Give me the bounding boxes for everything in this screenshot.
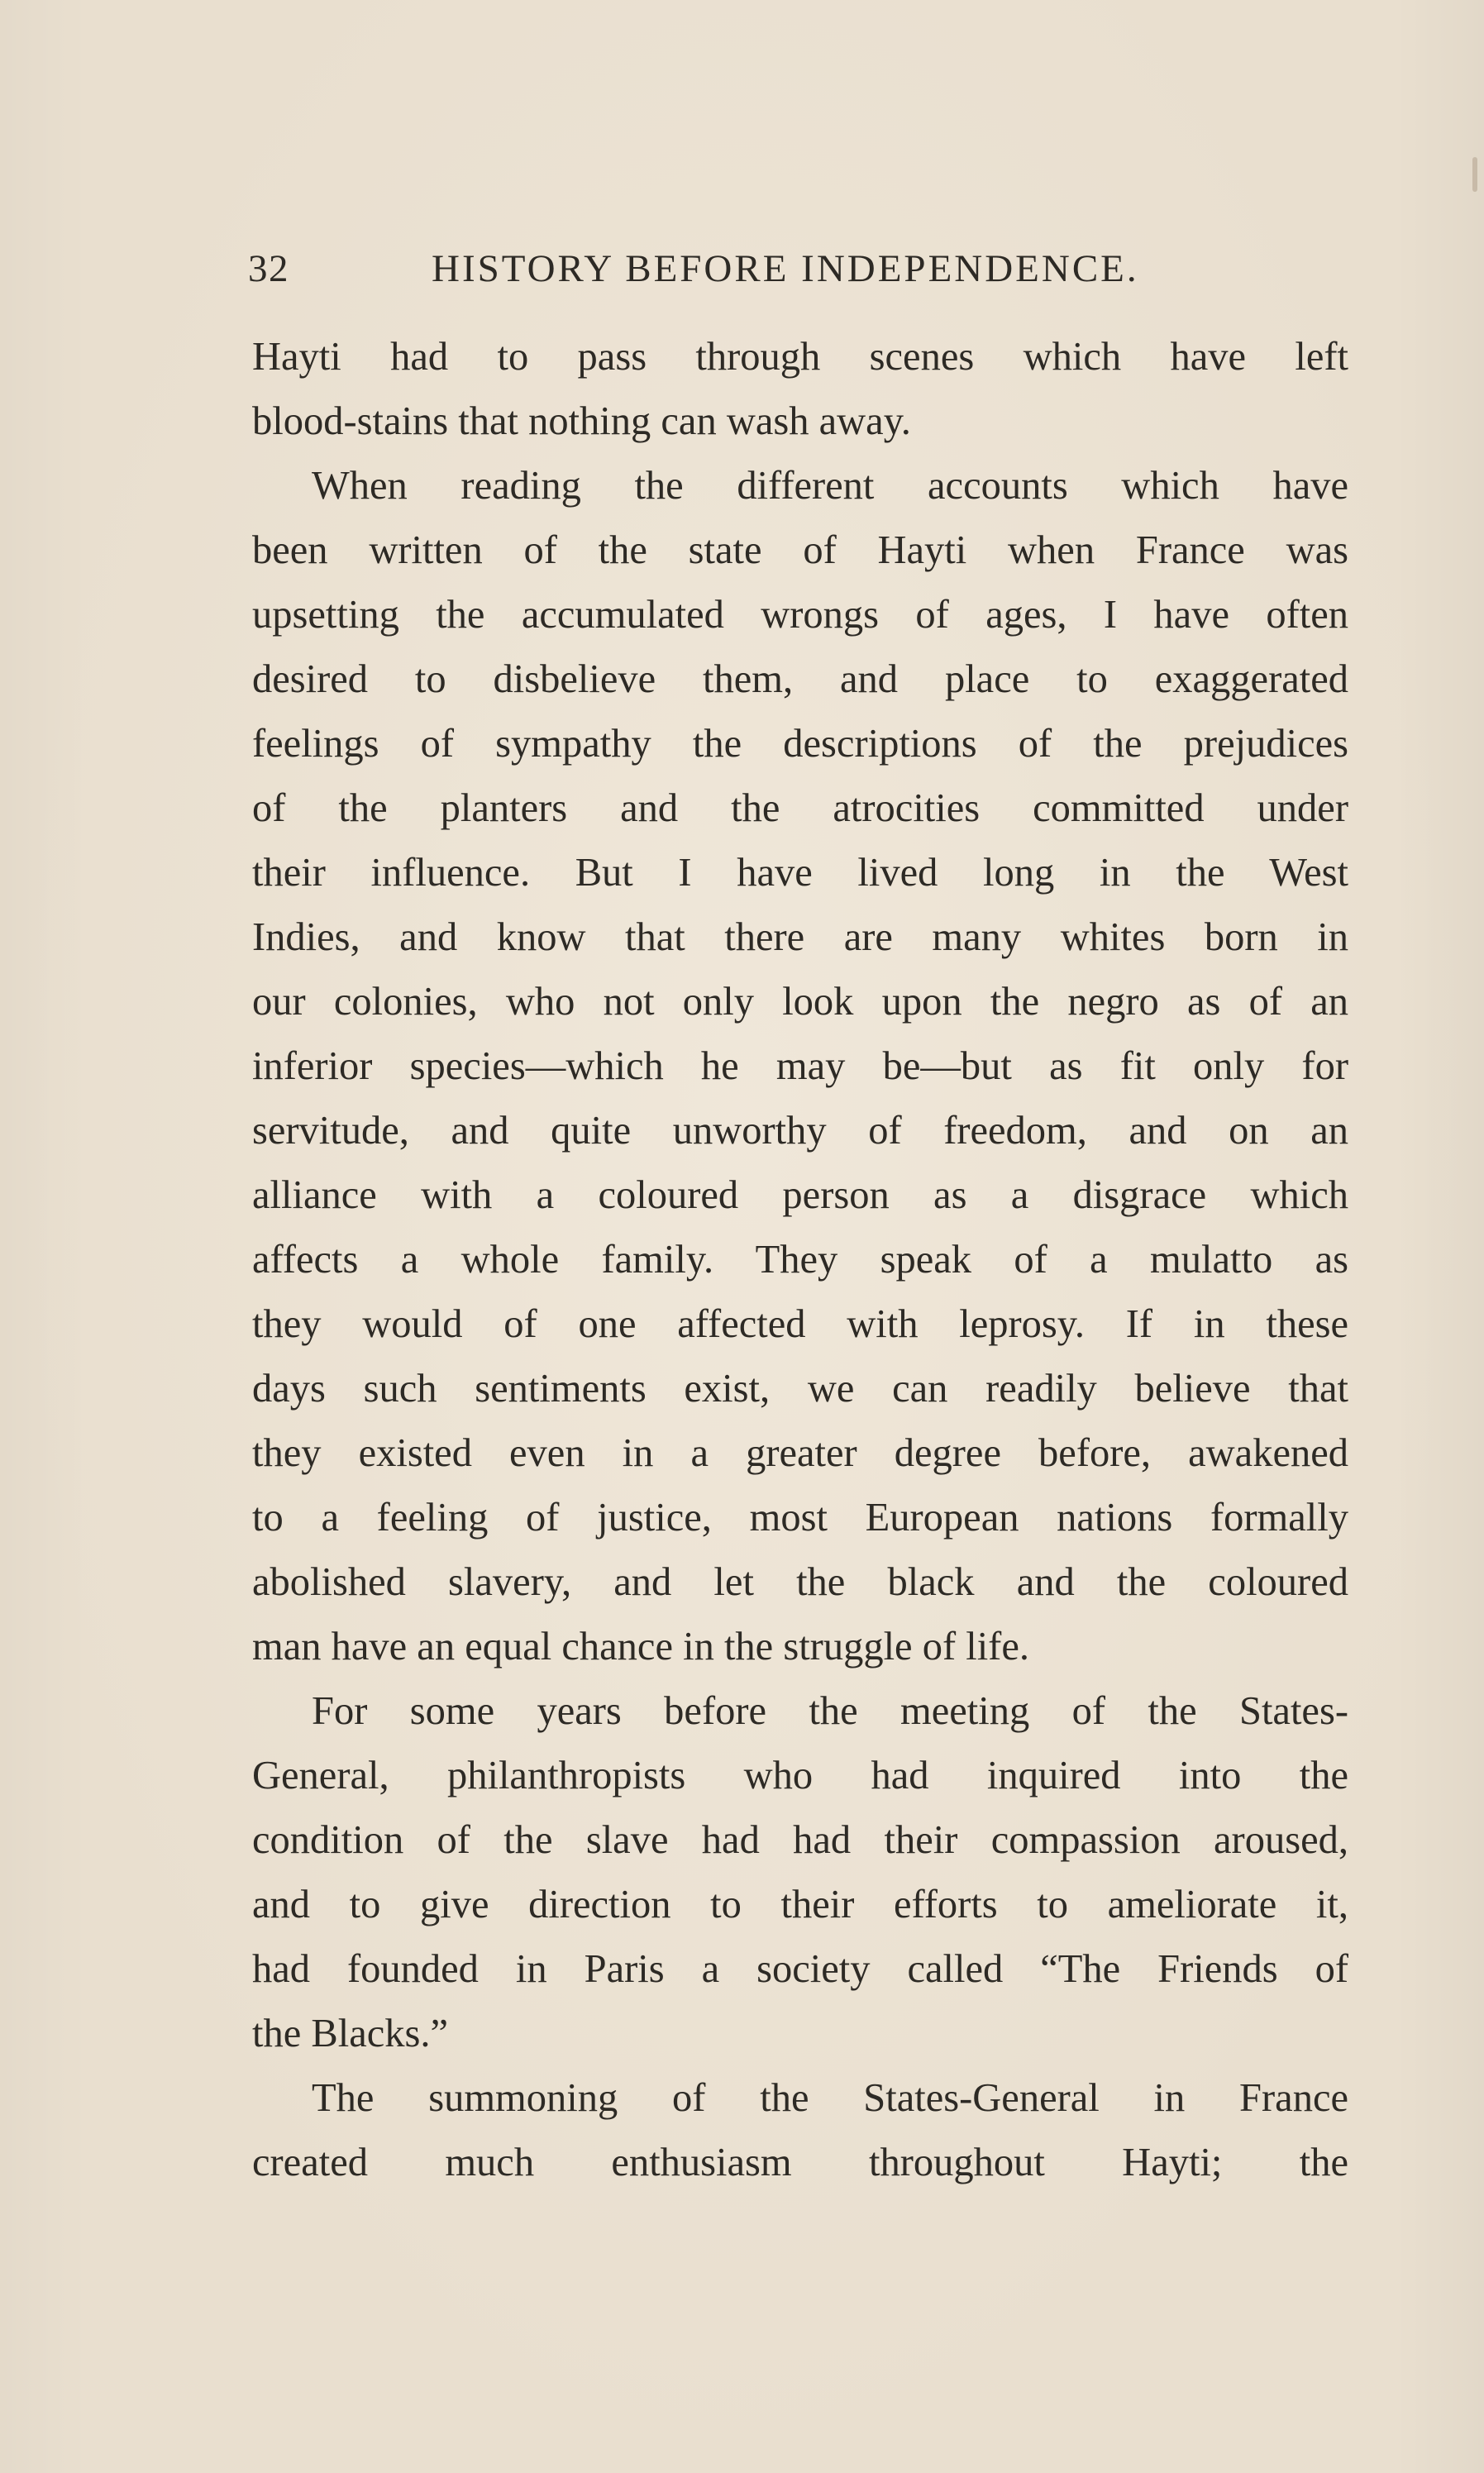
text-line: days such sentiments exist, we can readily believe that [252, 1367, 1348, 1411]
running-head: HISTORY BEFORE INDEPENDENCE. [432, 247, 1139, 290]
text-line: our colonies, who not only look upon the negro as of an [252, 980, 1348, 1024]
text-line: condition of the slave had had their compassion aroused, [252, 1818, 1348, 1862]
text-line: For some years before the meeting of the States- [312, 1689, 1348, 1733]
text-line: their influence. But I have lived long in the West [252, 851, 1348, 895]
page-number: 32 [248, 247, 289, 290]
text-line: General, philanthropists who had inquired into the [252, 1754, 1348, 1797]
text-line: desired to disbelieve them, and place to exaggerated [252, 657, 1348, 701]
text-line: The summoning of the States-General in France [312, 2076, 1348, 2120]
text-line: of the planters and the atrocities committed under [252, 786, 1348, 830]
text-line: Hayti had to pass through scenes which have left [252, 335, 1348, 379]
text-line: the Blacks.” [252, 2012, 449, 2055]
text-line: had founded in Paris a society called “The Friends of [252, 1947, 1348, 1991]
paragraph [252, 454, 1348, 1679]
text-line: been written of the state of Hayti when France was [252, 528, 1348, 572]
text-line: abolished slavery, and let the black and the coloured [252, 1560, 1348, 1604]
paragraph [252, 325, 1348, 454]
text-line: inferior species—which he may be—but as fit only for [252, 1044, 1348, 1088]
text-line: alliance with a coloured person as a disgrace which [252, 1173, 1348, 1217]
text-line: man have an equal chance in the struggle of life. [252, 1625, 1029, 1669]
text-line: blood-stains that nothing can wash away. [252, 399, 911, 443]
text-line: and to give direction to their efforts to ameliorate it, [252, 1883, 1348, 1926]
text-line: affects a whole family. They speak of a mulatto as [252, 1238, 1348, 1282]
body-text [252, 325, 1348, 2195]
page-header [248, 246, 1157, 304]
text-line: servitude, and quite unworthy of freedom, and on an [252, 1109, 1348, 1153]
text-line: feelings of sympathy the descriptions of the prejudices [252, 722, 1348, 766]
text-line: they existed even in a greater degree before, awakened [252, 1431, 1348, 1475]
text-line: When reading the different accounts which have [312, 464, 1348, 508]
text-line: created much enthusiasm throughout Hayti; the [252, 2141, 1348, 2184]
page-edge-mark [1472, 157, 1477, 192]
text-line: they would of one affected with leprosy. If in these [252, 1302, 1348, 1346]
paragraph [252, 1679, 1348, 2066]
text-line: Indies, and know that there are many whites born in [252, 915, 1348, 959]
text-line: to a feeling of justice, most European nations formally [252, 1496, 1348, 1540]
paragraph [252, 2066, 1348, 2195]
text-line: upsetting the accumulated wrongs of ages, I have often [252, 593, 1348, 637]
